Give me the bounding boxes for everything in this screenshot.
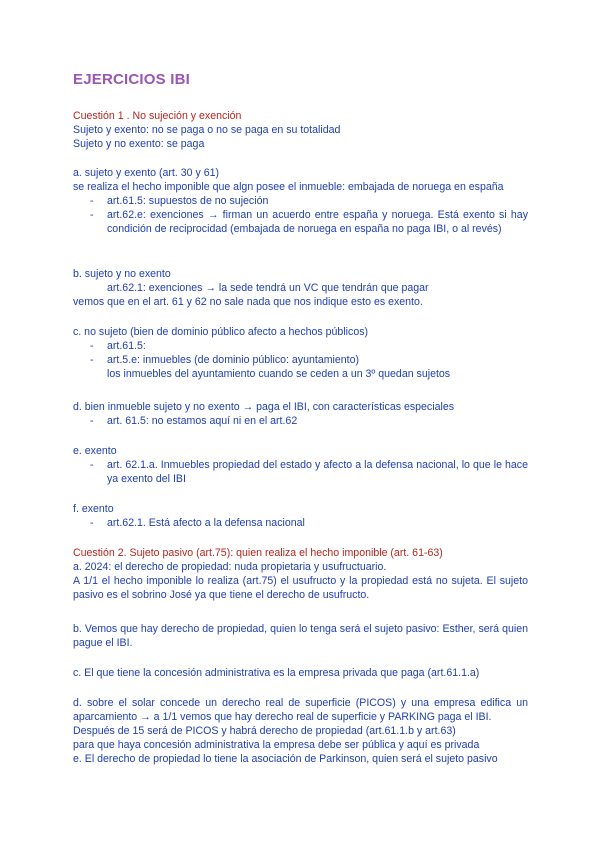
list-item: - art.61.5: supuestos de no sujeción bbox=[73, 194, 528, 208]
q1-f-label: f. exento bbox=[73, 503, 114, 515]
q2-e-line: e. El derecho de propiedad lo tiene la asociación de Parkinson, quien será el sujeto pasivo bbox=[73, 753, 498, 765]
q1-b-line: vemos que en el art. 61 y 62 no sale nada que nos indique esto es exento. bbox=[73, 296, 423, 308]
q1-intro-1: Sujeto y exento: no se paga o no se paga en su totalidad bbox=[73, 124, 341, 136]
q2-a-line1: a. 2024: el derecho de propiedad: nuda propietaria y usufructuario. bbox=[73, 561, 387, 573]
q2-heading: Cuestión 2. Sujeto pasivo (art.75): quien realiza el hecho imponible (art. 61-63) bbox=[73, 547, 443, 559]
q1-c-label: c. no sujeto (bien de dominio público afecto a hechos públicos) bbox=[73, 326, 369, 338]
q1-e-label: e. exento bbox=[73, 445, 117, 457]
list-item: - art.62.1. Está afecto a la defensa nacional bbox=[73, 516, 528, 530]
q1-e-block bbox=[73, 444, 528, 486]
q2-c-line: c. El que tiene la concesión administrativa es la empresa privada que paga (art.61.1.a) bbox=[73, 667, 480, 679]
q1-a-label: a. sujeto y exento (art. 30 y 61) bbox=[73, 167, 220, 179]
q1-a-list bbox=[73, 194, 528, 236]
q2-d-para: d. sobre el solar concede un derecho real de superficie (PICOS) y una empresa edifica un aparcamiento → a 1/1 vemos que hay derecho real de superficie y PARKING paga el IBI. bbox=[73, 697, 528, 723]
q1-a-line: se realiza el hecho imponible que algn posee el inmueble: embajada de noruega en españa bbox=[73, 181, 504, 193]
q1-a-block bbox=[73, 166, 528, 236]
list-item: - art. 61.5: no estamos aquí ni en el art.62 bbox=[73, 414, 528, 428]
q1-d-block bbox=[73, 400, 528, 428]
q1-intro-2: Sujeto y no exento: se paga bbox=[73, 138, 205, 150]
list-item: - art. 62.1.a. Inmuebles propiedad del estado y afecto a la defensa nacional, lo que le hace ya exento del IBI bbox=[73, 458, 528, 486]
q2-a-block bbox=[73, 546, 528, 602]
q1-f-list bbox=[73, 516, 528, 530]
q2-d-block bbox=[73, 696, 528, 766]
list-item: - art.61.5: bbox=[73, 339, 528, 353]
q2-d-line3: para que haya concesión administrativa la empresa debe ser pública y aquí es privada bbox=[73, 739, 480, 751]
q2-a-para: A 1/1 el hecho imponible lo realiza (art.75) el usufructo y la propiedad está no sujeta. El sujeto pasivo es el sobrino José ya que tiene el derecho de usufructo. bbox=[73, 575, 528, 601]
q1-header-block bbox=[73, 109, 528, 151]
q1-e-list bbox=[73, 458, 528, 486]
q1-d-label: d. bien inmueble sujeto y no exento → paga el IBI, con características especiales bbox=[73, 401, 455, 413]
q1-heading: Cuestión 1 . No sujeción y exención bbox=[73, 110, 242, 122]
q1-b-block bbox=[73, 267, 528, 309]
q1-b-sub: art.62.1: exenciones → la sede tendrá un VC que tendrán que pagar bbox=[107, 282, 429, 294]
list-item: - art.62.e: exenciones → firman un acuerdo entre españa y noruega. Está exento si hay condición de reciprocidad (embajada de noruega en españa no paga IBI, o al revés) bbox=[73, 208, 528, 236]
q1-d-list bbox=[73, 414, 528, 428]
q1-c-block bbox=[73, 325, 528, 381]
q1-f-block bbox=[73, 502, 528, 530]
q1-b-label: b. sujeto y no exento bbox=[73, 268, 171, 280]
q2-b-para: b. Vemos que hay derecho de propiedad, quien lo tenga será el sujeto pasivo: Esther, será quien pague el IBI. bbox=[73, 623, 528, 649]
page-title: EJERCICIOS IBI bbox=[73, 71, 190, 88]
list-item: - art.5.e: inmuebles (de dominio público: ayuntamiento) bbox=[73, 353, 528, 367]
q1-c-cont: los inmuebles del ayuntamiento cuando se ceden a un 3º quedan sujetos bbox=[107, 368, 451, 380]
q2-d-line2: Después de 15 será de PICOS y habrá derecho de propiedad (art.61.1.b y art.63) bbox=[73, 725, 456, 737]
q1-c-list bbox=[73, 339, 528, 367]
